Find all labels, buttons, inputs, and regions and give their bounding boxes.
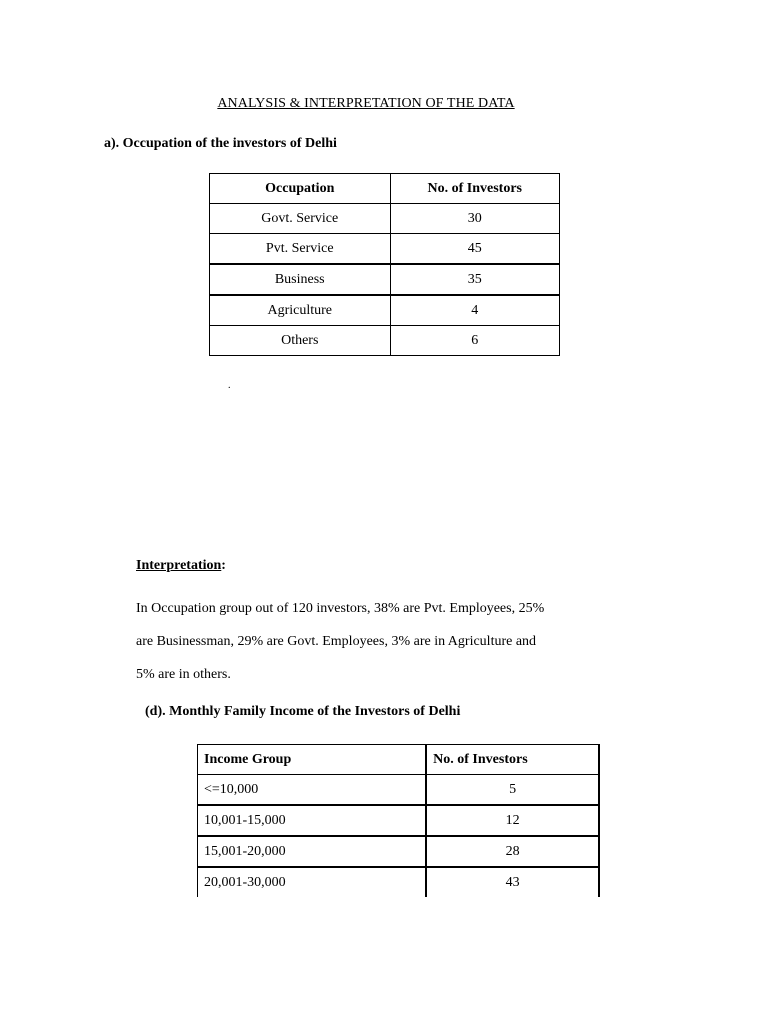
income-table (197, 744, 600, 897)
occupation-cell: Agriculture (210, 295, 391, 326)
income-group-cell: <=10,000 (198, 775, 427, 806)
investors-cell: 12 (426, 805, 599, 836)
occupation-cell: Business (210, 264, 391, 295)
investors-cell: 35 (390, 264, 560, 295)
table-header-row (210, 174, 560, 204)
table-row (210, 264, 560, 295)
interpretation-line: are Businessman, 29% are Govt. Employees, 3% are in Agriculture and (136, 634, 537, 649)
page-title: ANALYSIS & INTERPRETATION OF THE DATA (217, 96, 515, 111)
investors-cell: 43 (426, 867, 599, 897)
table-row (198, 836, 600, 867)
interpretation-line: In Occupation group out of 120 investors, 38% are Pvt. Employees, 25% (136, 601, 545, 616)
occupation-cell: Pvt. Service (210, 234, 391, 265)
investors-cell: 6 (390, 326, 560, 356)
table-row (198, 775, 600, 806)
table-header-row (198, 745, 600, 775)
investors-header: No. of Investors (426, 745, 599, 775)
income-group-cell: 20,001-30,000 (198, 867, 427, 897)
table-row (210, 234, 560, 265)
occupation-table (209, 173, 560, 356)
investors-header: No. of Investors (390, 174, 560, 204)
investors-cell: 4 (390, 295, 560, 326)
occupation-cell: Others (210, 326, 391, 356)
income-group-cell: 15,001-20,000 (198, 836, 427, 867)
investors-cell: 45 (390, 234, 560, 265)
income-group-header: Income Group (198, 745, 427, 775)
income-group-cell: 10,001-15,000 (198, 805, 427, 836)
interpretation-paragraph (136, 592, 596, 691)
section-d-heading: (d). Monthly Family Income of the Investors of Delhi (145, 704, 461, 719)
table-row (210, 204, 560, 234)
investors-cell: 30 (390, 204, 560, 234)
interpretation-label-colon: : (221, 558, 226, 573)
interpretation-label (136, 558, 226, 574)
stray-mark: . (228, 380, 231, 391)
section-a-heading: a). Occupation of the investors of Delhi (104, 136, 337, 151)
table-row (198, 867, 600, 897)
occupation-cell: Govt. Service (210, 204, 391, 234)
table-row (210, 295, 560, 326)
table-row (198, 805, 600, 836)
table-row (210, 326, 560, 356)
occupation-header: Occupation (210, 174, 391, 204)
investors-cell: 28 (426, 836, 599, 867)
interpretation-line: 5% are in others. (136, 667, 231, 682)
interpretation-label-text: Interpretation (136, 558, 222, 573)
investors-cell: 5 (426, 775, 599, 806)
